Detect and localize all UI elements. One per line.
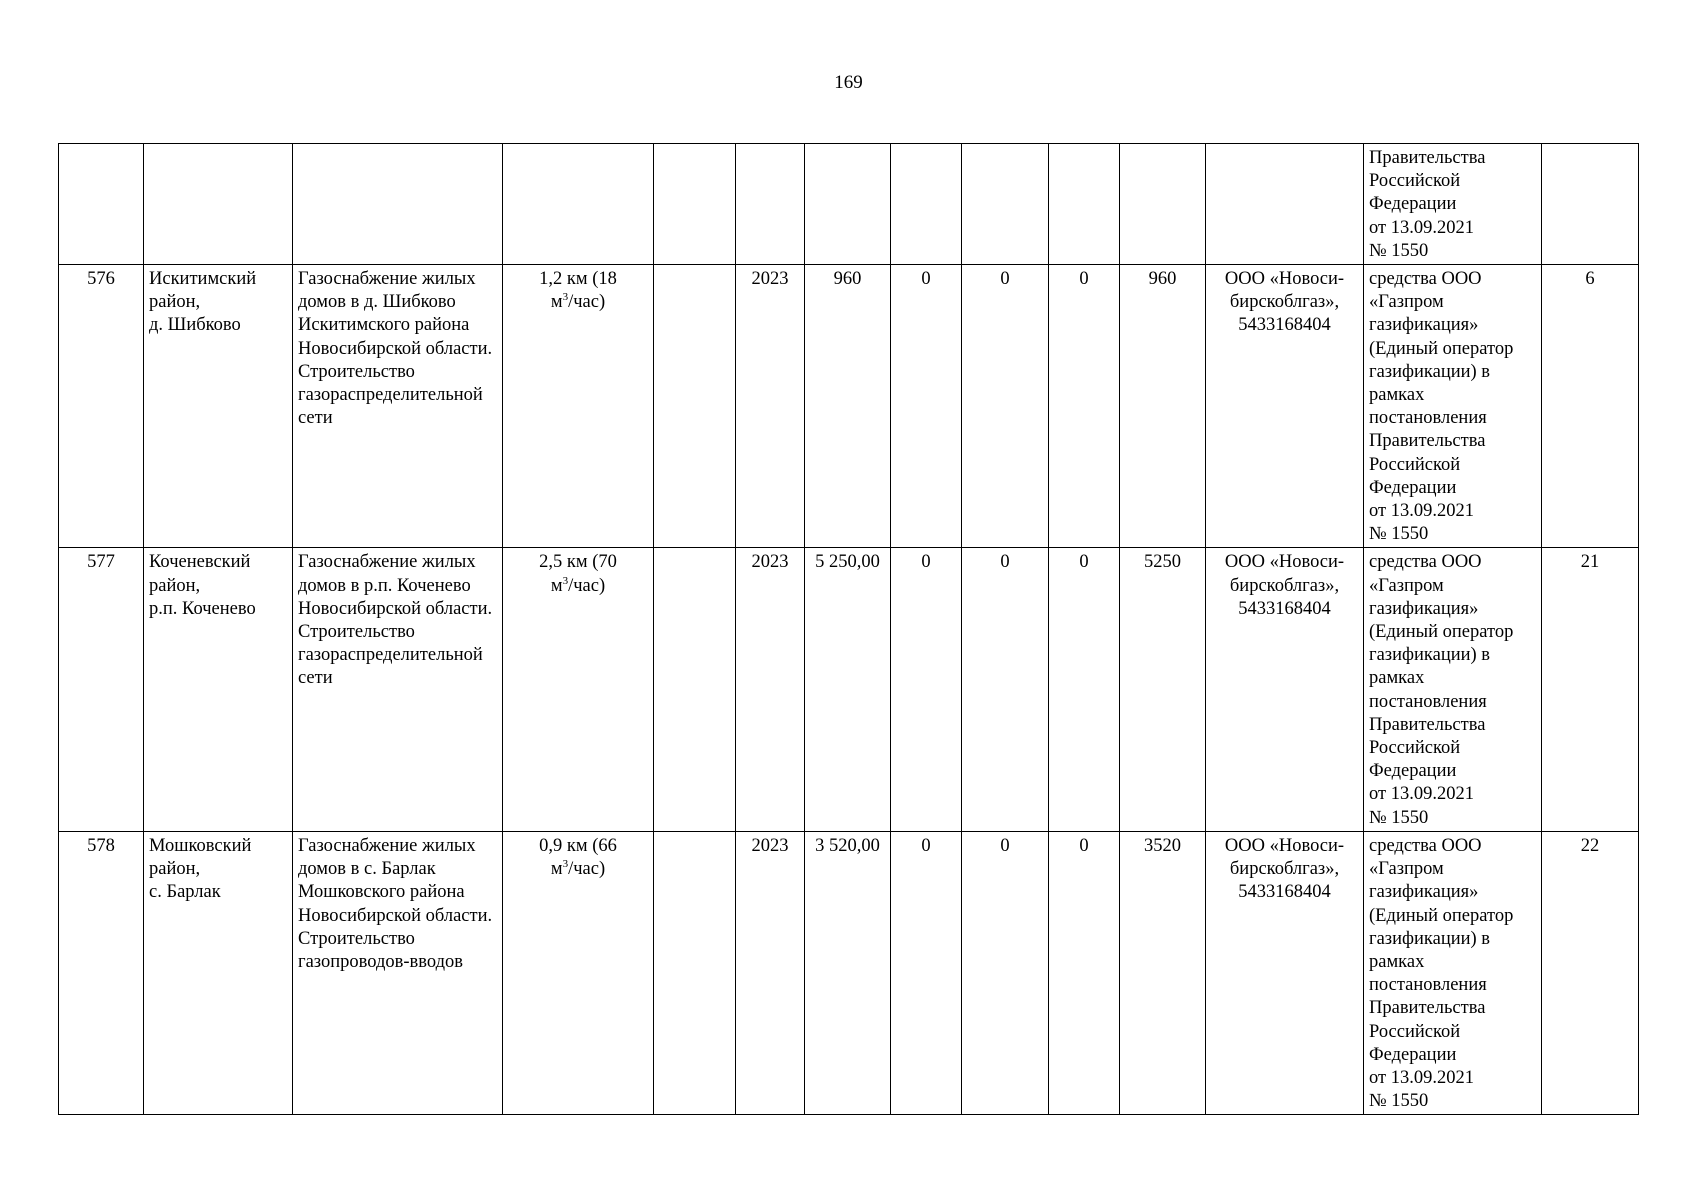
cell-funding-source: средства ООО «Газпром газификация» (Единый оператор газификации) в рамках постановления Правительства Российской Федерации от 13.09.2021 № 1550 xyxy=(1364,831,1542,1114)
cell-number: 576 xyxy=(59,265,144,548)
cell-description: Газоснабжение жилых домов в д. Шибково Искитимского района Новосибирской области. Строительство газораспределительной сети xyxy=(293,265,503,548)
cell-total: 960 xyxy=(805,265,891,548)
cell-empty xyxy=(1542,144,1639,265)
cell-count: 22 xyxy=(1542,831,1639,1114)
cell-organization: ООО «Новоси- бирскоблгаз», 5433168404 xyxy=(1206,265,1364,548)
cell-count: 6 xyxy=(1542,265,1639,548)
cell-empty xyxy=(654,831,736,1114)
cell-empty xyxy=(59,144,144,265)
cell-value-4: 5250 xyxy=(1120,548,1206,831)
cell-empty xyxy=(962,144,1049,265)
cell-funding-source: средства ООО «Газпром газификация» (Единый оператор газификации) в рамках постановления Правительства Российской Федерации от 13.09.2021 № 1550 xyxy=(1364,548,1542,831)
cell-empty xyxy=(144,144,293,265)
cell-year: 2023 xyxy=(736,831,805,1114)
cell-year: 2023 xyxy=(736,265,805,548)
cell-value-3: 0 xyxy=(1049,265,1120,548)
cell-value-2: 0 xyxy=(962,265,1049,548)
cell-empty xyxy=(891,144,962,265)
cell-empty xyxy=(1120,144,1206,265)
cell-total: 5 250,00 xyxy=(805,548,891,831)
cell-value-2: 0 xyxy=(962,831,1049,1114)
cell-number: 578 xyxy=(59,831,144,1114)
cell-funding-source: средства ООО «Газпром газификация» (Единый оператор газификации) в рамках постановления Правительства Российской Федерации от 13.09.2021 № 1550 xyxy=(1364,265,1542,548)
page-number: 169 xyxy=(834,72,863,93)
cell-capacity: 0,9 км (66 $м^3/час$) xyxy=(503,831,654,1114)
cell-district: Мошковский район, с. Барлак xyxy=(144,831,293,1114)
cell-empty xyxy=(1049,144,1120,265)
cell-empty xyxy=(736,144,805,265)
table-row xyxy=(59,265,1639,548)
cell-empty xyxy=(805,144,891,265)
cell-description: Газоснабжение жилых домов в с. Барлак Мошковского района Новосибирской области. Строительство газопроводов-вводов xyxy=(293,831,503,1114)
cell-value-4: 3520 xyxy=(1120,831,1206,1114)
cell-value-4: 960 xyxy=(1120,265,1206,548)
cell-district: Искитимский район, д. Шибково xyxy=(144,265,293,548)
cell-total: 3 520,00 xyxy=(805,831,891,1114)
cell-empty xyxy=(503,144,654,265)
cell-count: 21 xyxy=(1542,548,1639,831)
table-row-continuation xyxy=(59,144,1639,265)
cell-capacity: 1,2 км (18 $м^3/час$) xyxy=(503,265,654,548)
cell-empty xyxy=(654,265,736,548)
cell-value-2: 0 xyxy=(962,548,1049,831)
cell-empty xyxy=(1206,144,1364,265)
cell-value-3: 0 xyxy=(1049,548,1120,831)
cell-empty xyxy=(293,144,503,265)
cell-number: 577 xyxy=(59,548,144,831)
table-row xyxy=(59,548,1639,831)
cell-organization: ООО «Новоси- бирскоблгаз», 5433168404 xyxy=(1206,831,1364,1114)
cell-district: Коченевский район, р.п. Коченево xyxy=(144,548,293,831)
table-row xyxy=(59,831,1639,1114)
cell-value-1: 0 xyxy=(891,831,962,1114)
cell-value-1: 0 xyxy=(891,265,962,548)
cell-empty xyxy=(654,144,736,265)
cell-description: Газоснабжение жилых домов в р.п. Коченево Новосибирской области. Строительство газораспределительной сети xyxy=(293,548,503,831)
cell-empty xyxy=(654,548,736,831)
cell-funding-source: Правительства Российской Федерации от 13.09.2021 № 1550 xyxy=(1364,144,1542,265)
projects-table xyxy=(58,143,1639,1115)
cell-year: 2023 xyxy=(736,548,805,831)
cell-capacity: 2,5 км (70 $м^3/час$) xyxy=(503,548,654,831)
cell-value-3: 0 xyxy=(1049,831,1120,1114)
cell-organization: ООО «Новоси- бирскоблгаз», 5433168404 xyxy=(1206,548,1364,831)
cell-value-1: 0 xyxy=(891,548,962,831)
